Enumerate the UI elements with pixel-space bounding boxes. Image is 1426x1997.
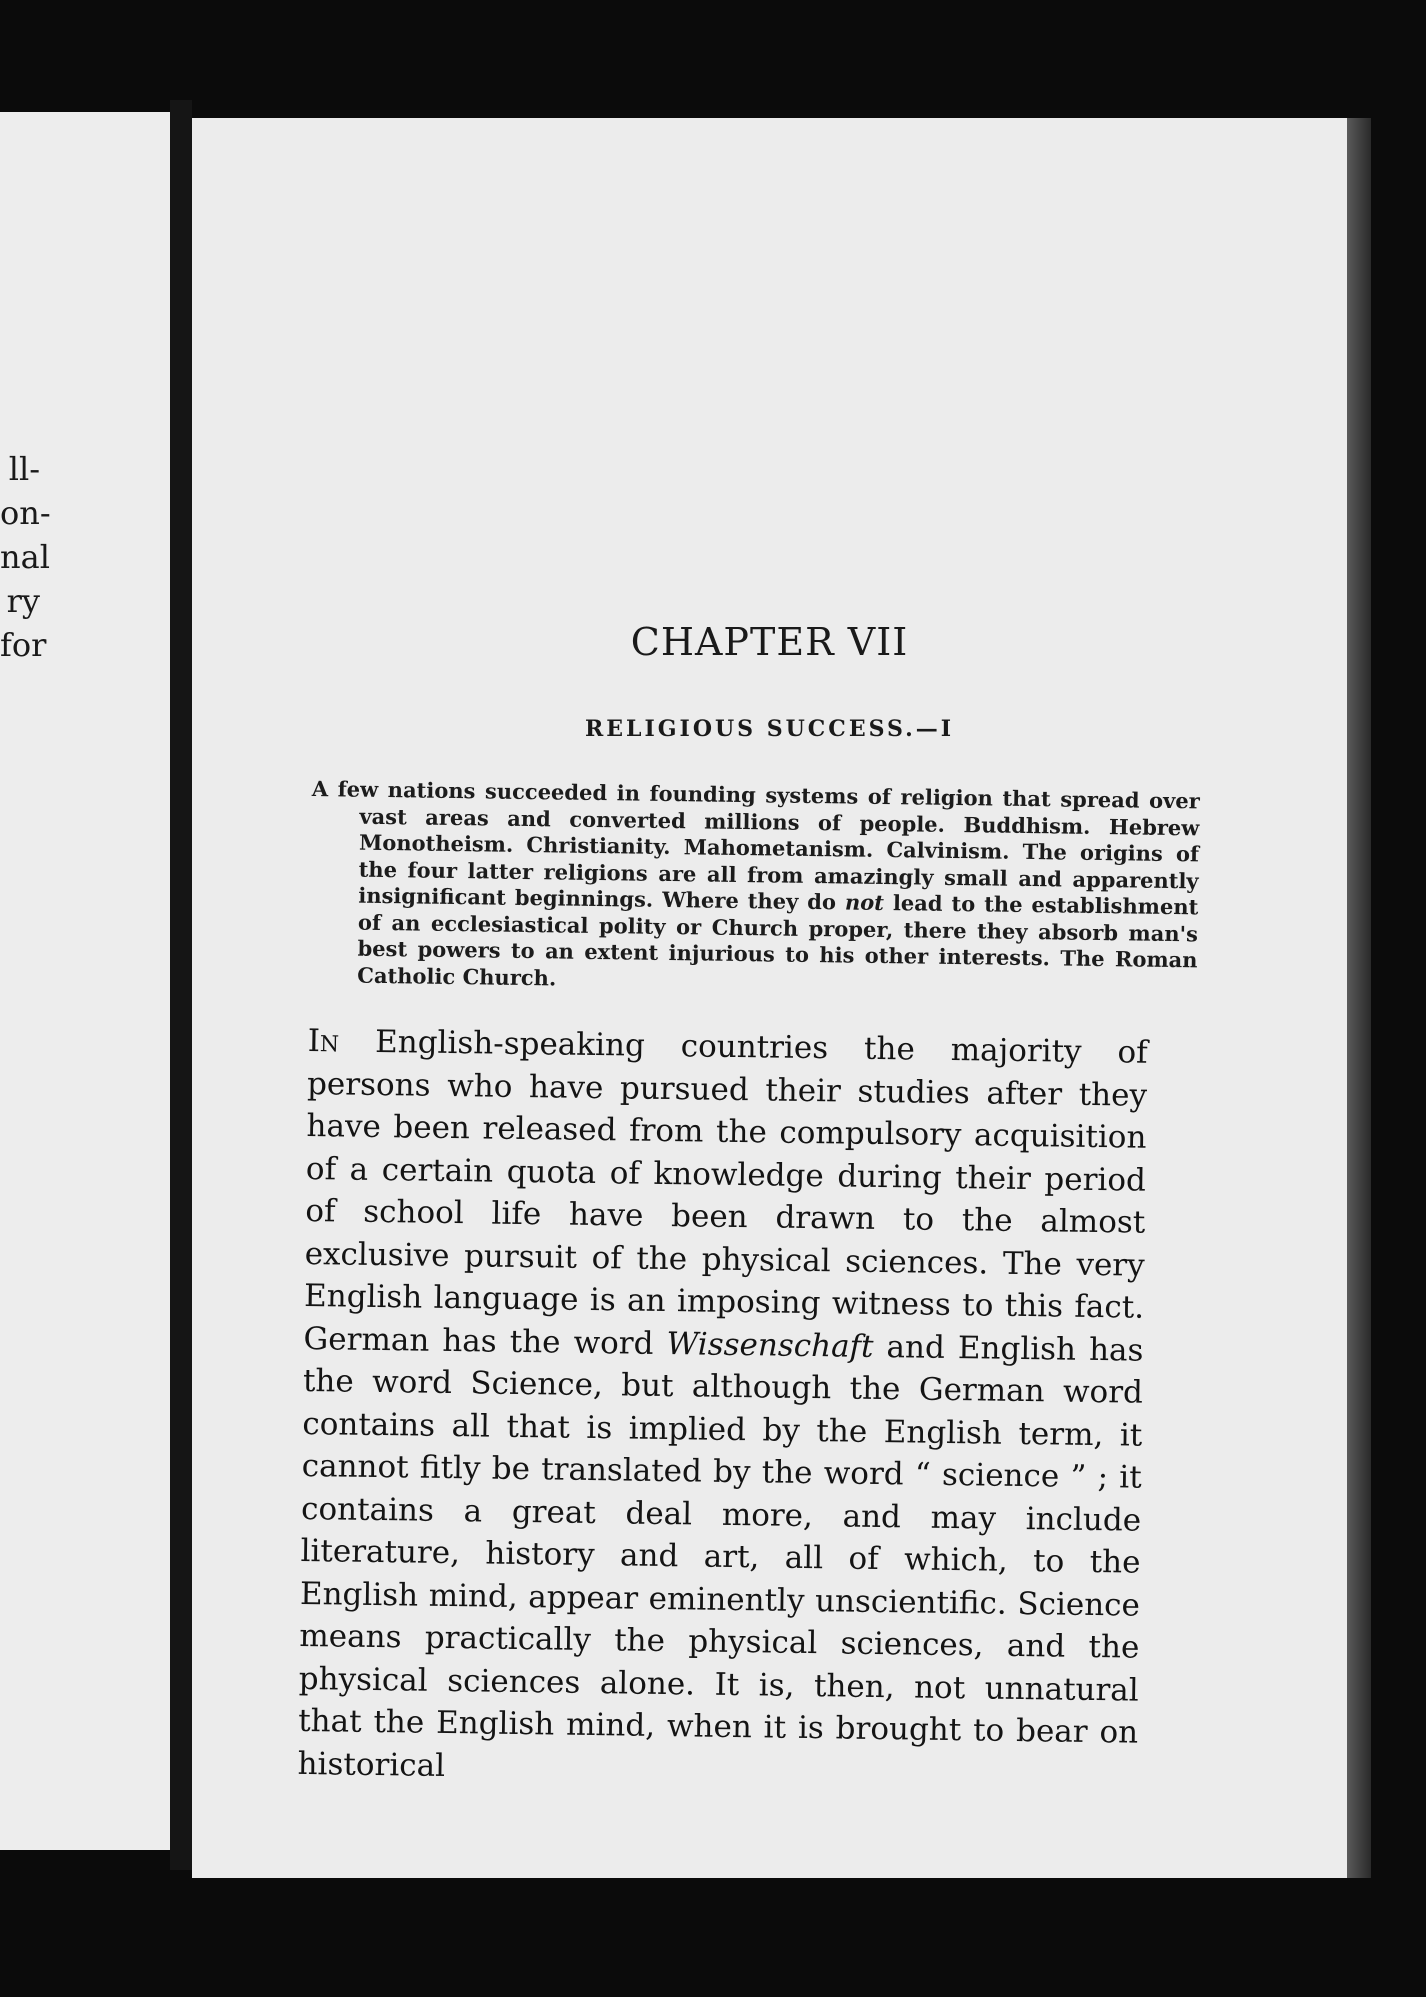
body-text-continued: and English has the word Science, but although the German word contains all that is implied by the English term, it cannot fitly be translated by the word “ science ” ; it contains a great deal more, and may include literature, history and art, all of which, to the English mind, appear eminently unscientific. Science means practically the physical sciences, and the physical sciences alone. It is, then, not unnatural that the English mind, when it is brought to bear on historical xyxy=(297,1328,1144,1784)
left-page-fragment: on- xyxy=(0,494,51,532)
page-edge xyxy=(1347,118,1371,1878)
book-gutter xyxy=(170,100,192,1870)
chapter-title: CHAPTER VII xyxy=(630,620,909,664)
body-text: English-speaking countries the majority of persons who have pursued their studies after they have been released from the compulsory acquisition of a certain quota of knowledge during their period of school life have been drawn to the almost exclusive pursuit of the physical sciences. The very English language is an imposing witness to this fact. German has the word xyxy=(303,1023,1148,1362)
left-page-fragment: for xyxy=(0,626,47,664)
body-paragraph xyxy=(297,1020,1148,1797)
left-page-fragment: ry xyxy=(6,582,40,620)
left-page-text-fragments xyxy=(0,447,170,667)
left-page-fragment: ll- xyxy=(8,450,40,488)
opening-word: In xyxy=(307,1022,340,1060)
chapter-subtitle: RELIGIOUS SUCCESS.—I xyxy=(584,716,955,742)
foreign-word: Wissenschaft xyxy=(666,1325,874,1365)
chapter-summary xyxy=(309,776,1200,1000)
summary-text-continued: lead to the establishment of an ecclesiastical polity or Church proper, there they absorb man's best powers to an extent injurious to his other interests. The Roman Catholic Church. xyxy=(357,889,1199,990)
left-page-fragment: nal xyxy=(0,538,50,576)
summary-text: A few nations succeeded in founding systems of religion that spread over vast areas and converted millions of people. Buddhism. Hebrew Monotheism. Christianity. Mahometanism. Calvinism. The origins of the four latter religions are all from amazingly small and apparently insignificant beginnings. Where they do xyxy=(311,776,1200,915)
left-facing-page xyxy=(0,112,170,1850)
summary-emphasis: not xyxy=(844,889,885,915)
